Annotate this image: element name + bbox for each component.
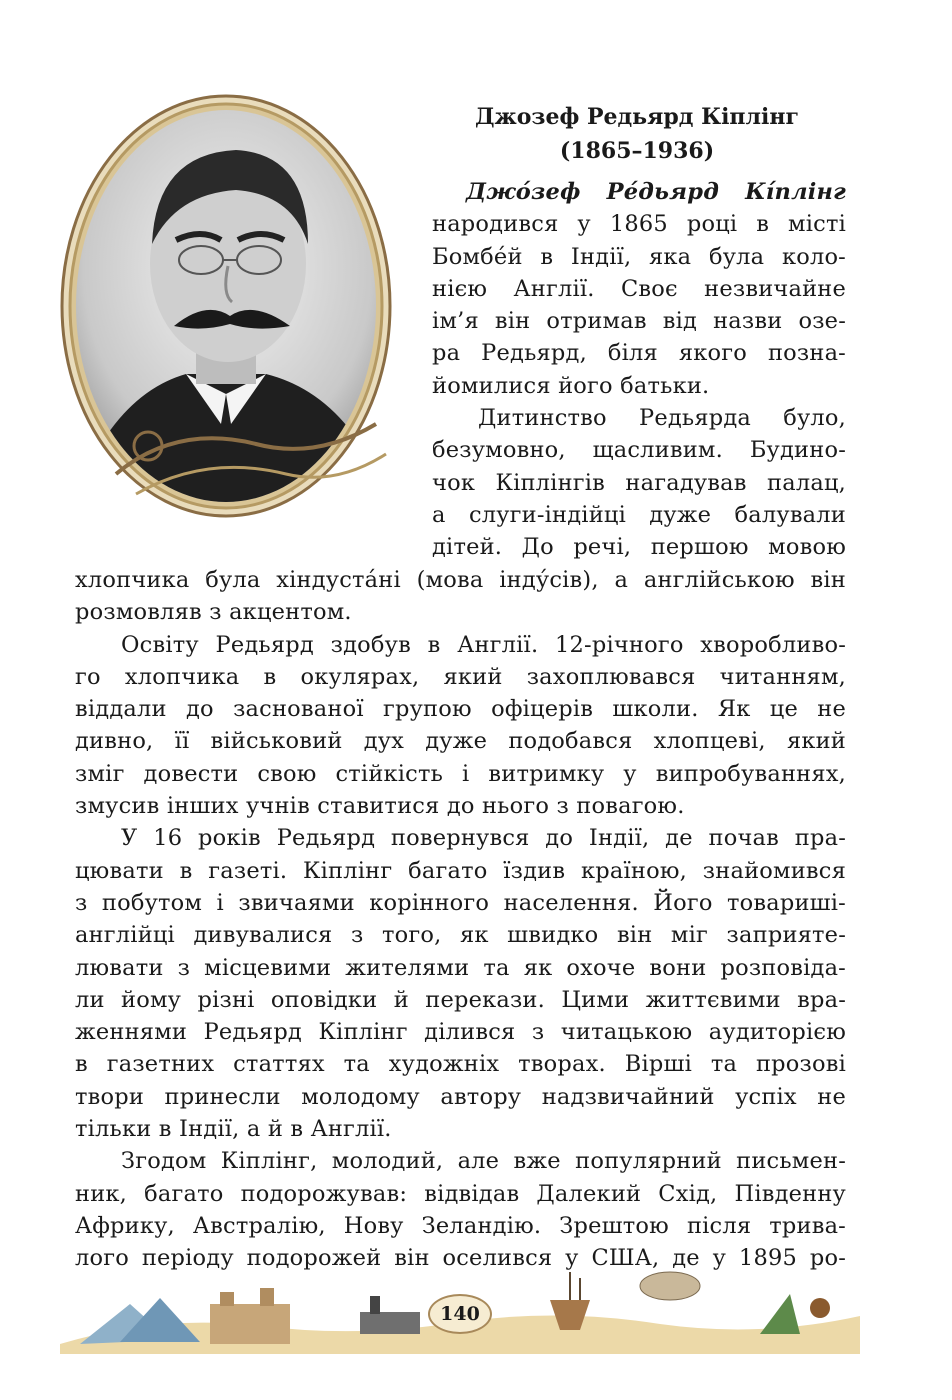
text-line: Освіту Редьярд здобув в Англії. 12-річного хворобливо- xyxy=(121,631,846,658)
text-line: цювати в газеті. Кіплінг багато їздив країною, знайомився xyxy=(75,857,846,884)
text-line: Дитинство Редьярда було, xyxy=(478,405,846,432)
text-line: в газетних статтях та художніх творах. Вірші та прозові xyxy=(75,1051,846,1078)
text-line: англійці дивувалися з того, як швидко він міг заприяте- xyxy=(75,922,846,949)
text-line: йомилися його батьки. xyxy=(432,372,710,399)
intro-lead-line xyxy=(432,176,846,208)
text-line: женнями Редьярд Кіплінг ділився з читацькою аудиторією xyxy=(75,1019,846,1046)
text-line: ник, багато подорожував: відвідав Далекий Схід, Південну xyxy=(75,1180,846,1207)
text-line: народився у 1865 році в місті xyxy=(432,211,846,238)
text-line: ли йому різні оповідки й перекази. Цими життєвими вра- xyxy=(75,986,846,1013)
author-name: Джозеф Редьярд Кіплінг xyxy=(474,104,799,130)
text-line: а слуги-індійці дуже балували xyxy=(432,501,846,528)
text-line: ра Редьярд, біля якого позна- xyxy=(432,340,846,367)
main-text xyxy=(75,564,846,1275)
text-line: Згодом Кіплінг, молодий, але вже популярний письмен- xyxy=(121,1148,846,1175)
article-heading xyxy=(424,100,850,168)
text-line: хлопчика була хіндуста́ні (мова інду́сів), а англійською він xyxy=(75,567,846,593)
text-line: У 16 років Редьярд повернувся до Індії, де почав пра- xyxy=(121,825,846,852)
text-line: дітей. До речі, першою мовою xyxy=(432,534,846,561)
intro-column xyxy=(432,176,846,564)
text-line: віддали до заснованої групою офіцерів школи. Як це не xyxy=(75,696,846,723)
text-line: безумовно, щасливим. Будино- xyxy=(432,437,846,464)
text-line: чок Кіплінгів нагадував палац, xyxy=(432,469,846,496)
text-line: з побутом і звичаями корінного населення. Його товариші- xyxy=(75,889,846,916)
text-line: лювати з місцевими жителями та як охоче вони розповіда- xyxy=(75,954,846,981)
portrait-photo-icon xyxy=(56,94,400,530)
text-line: нією Англії. Своє незвичайне xyxy=(432,275,846,302)
text-line: твори принесли молодому автору надзвичайний успіх не xyxy=(75,1083,846,1110)
text-line: Африку, Австралію, Нову Зеландію. Зрештою після трива- xyxy=(75,1212,846,1239)
text-line: розмовляв з акцентом. xyxy=(75,599,352,626)
text-line: Бомбе́й в Індії, яка була коло- xyxy=(432,243,846,270)
text-line: зміг довести свою стійкість і витримку у випробуваннях, xyxy=(75,760,846,787)
text-line: лого періоду подорожей він оселився у США, де у 1895 ро- xyxy=(75,1245,846,1272)
author-years: (1865–1936) xyxy=(559,138,715,164)
portrait-frame xyxy=(56,94,400,530)
author-name-italic: Джо́зеф Ре́дьярд Кі́плінг xyxy=(466,179,846,205)
text-line: го хлопчика в окулярах, який захоплювався читанням, xyxy=(75,663,846,690)
page-number: 140 xyxy=(428,1294,492,1334)
text-line: тільки в Індії, а й в Англії. xyxy=(75,1116,392,1143)
text-line: змусив інших учнів ставитися до нього з повагою. xyxy=(75,793,685,820)
text-line: дивно, її військовий дух дуже подобався хлопцеві, який xyxy=(75,728,846,755)
text-line: ім’я він отримав від назви озе- xyxy=(432,308,846,335)
